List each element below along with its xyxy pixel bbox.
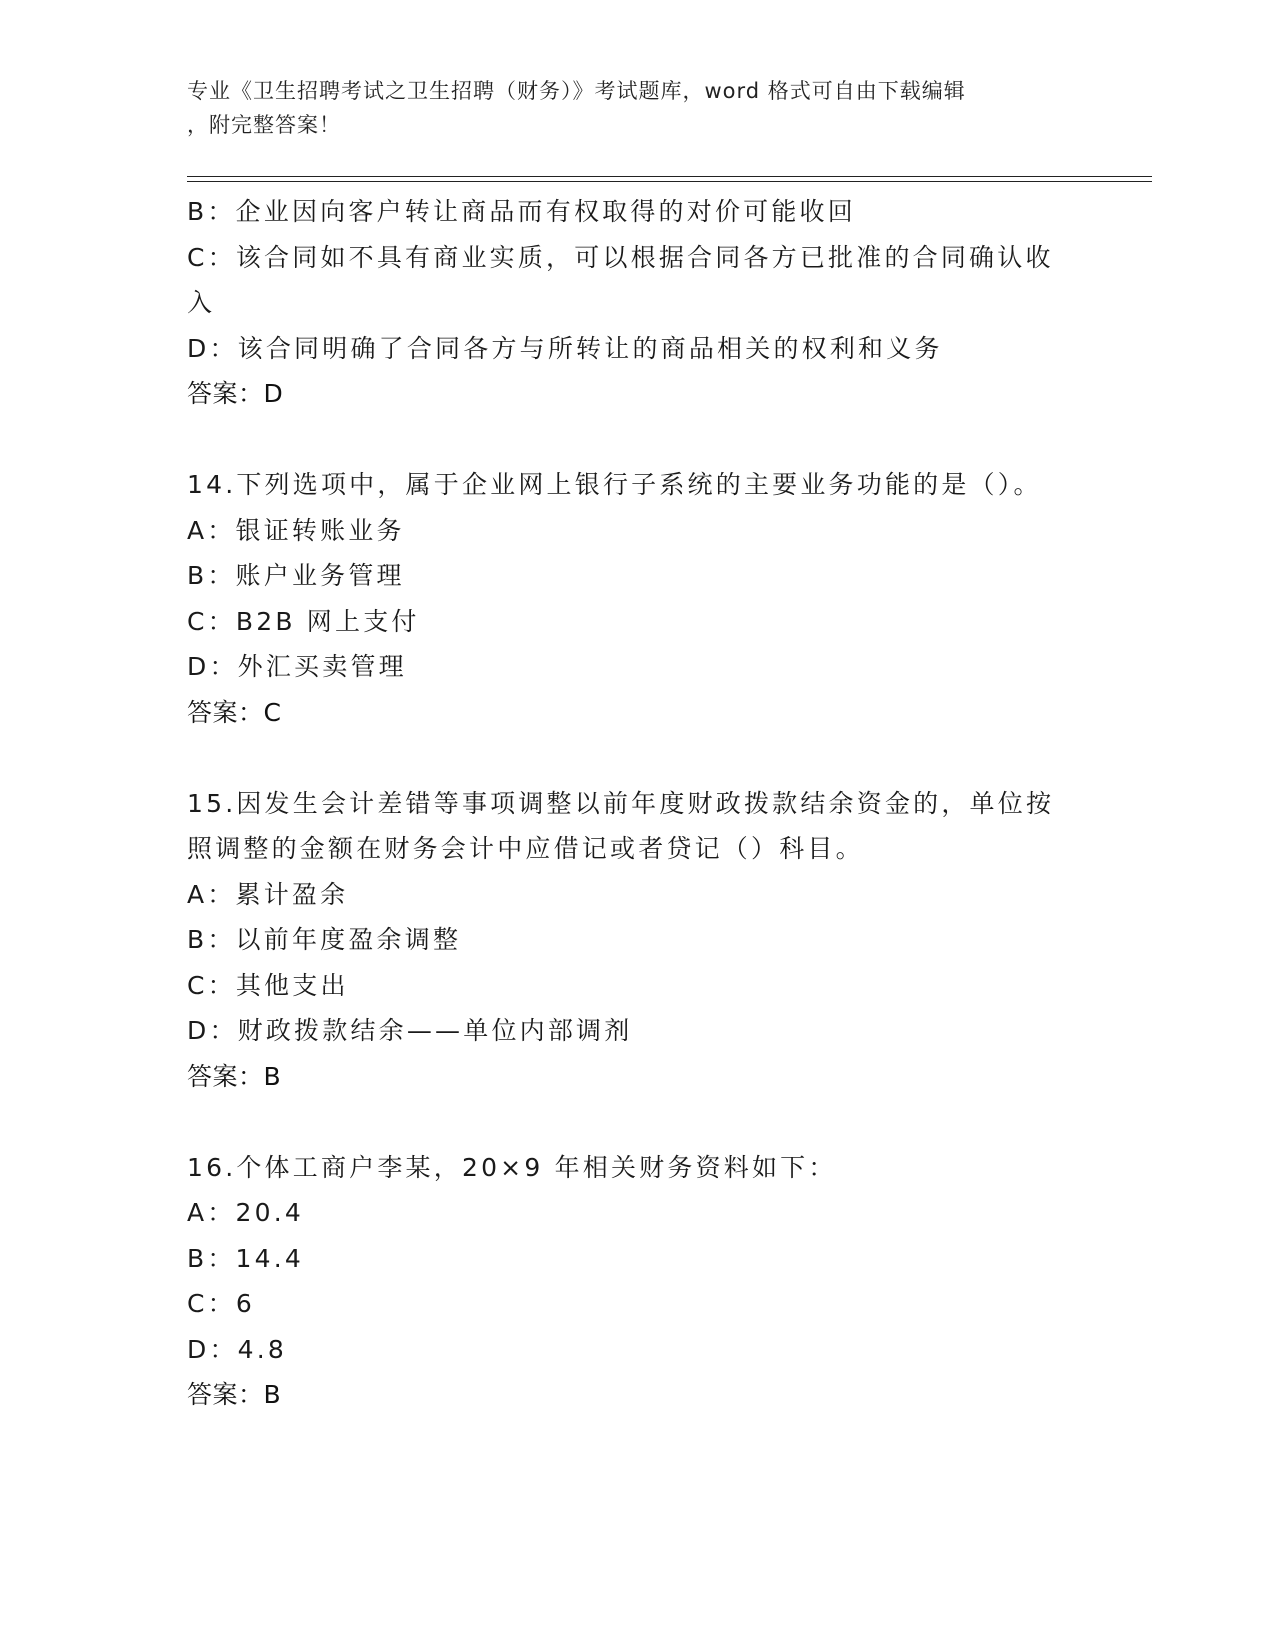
q14-option-d: D：外汇买卖管理 <box>187 652 407 681</box>
question-spacer <box>187 1099 1087 1145</box>
question-15 <box>187 781 1087 1100</box>
header-rule-bottom <box>187 181 1152 182</box>
header-rule-top <box>187 176 1152 177</box>
question-spacer <box>187 735 1087 781</box>
q13-option-c-line-1: C：该合同如不具有商业实质，可以根据合同各方已批准的合同确认收 <box>187 242 1054 272</box>
document-header <box>187 74 1067 142</box>
header-line-2: ，附完整答案！ <box>187 113 341 137</box>
q15-option-d: D：财政拨款结余——单位内部调剂 <box>187 1016 633 1045</box>
q14-answer: 答案：C <box>187 697 282 727</box>
q13-option-c-line-2: 入 <box>187 288 216 317</box>
q14-option-b: B：账户业务管理 <box>187 561 405 590</box>
q15-question-line-1: 15.因发生会计差错等事项调整以前年度财政拨款结余资金的，单位按 <box>187 788 1055 818</box>
q13-option-d: D：该合同明确了合同各方与所转让的商品相关的权利和义务 <box>187 333 943 363</box>
q16-option-a: A：20.4 <box>187 1198 304 1227</box>
q16-option-c: C：6 <box>187 1289 255 1318</box>
q15-option-b: B：以前年度盈余调整 <box>187 925 462 954</box>
question-spacer <box>187 417 1087 463</box>
header-line-1: 专业《卫生招聘考试之卫生招聘（财务）》考试题库，word 格式可自由下载编辑 <box>187 79 966 103</box>
q16-answer: 答案：B <box>187 1380 282 1409</box>
question-16 <box>187 1145 1087 1418</box>
q14-option-a: A：银证转账业务 <box>187 515 405 545</box>
q14-option-c: C：B2B 网上支付 <box>187 606 420 636</box>
q15-answer: 答案：B <box>187 1061 282 1091</box>
question-list <box>187 189 1087 1418</box>
q16-option-d: D：4.8 <box>187 1334 288 1364</box>
question-13 <box>187 189 1087 417</box>
q13-option-b: B：企业因向客户转让商品而有权取得的对价可能收回 <box>187 197 856 226</box>
q15-option-c: C：其他支出 <box>187 970 349 1000</box>
question-14 <box>187 462 1087 735</box>
q16-question: 16.个体工商户李某，20×9 年相关财务资料如下： <box>187 1152 837 1182</box>
q14-question: 14.下列选项中，属于企业网上银行子系统的主要业务功能的是（）。 <box>187 470 1042 499</box>
q15-option-a: A：累计盈余 <box>187 879 349 909</box>
q15-question-line-2: 照调整的金额在财务会计中应借记或者贷记（）科目。 <box>187 834 864 863</box>
q13-answer: 答案：D <box>187 379 284 408</box>
q16-option-b: B：14.4 <box>187 1243 305 1273</box>
